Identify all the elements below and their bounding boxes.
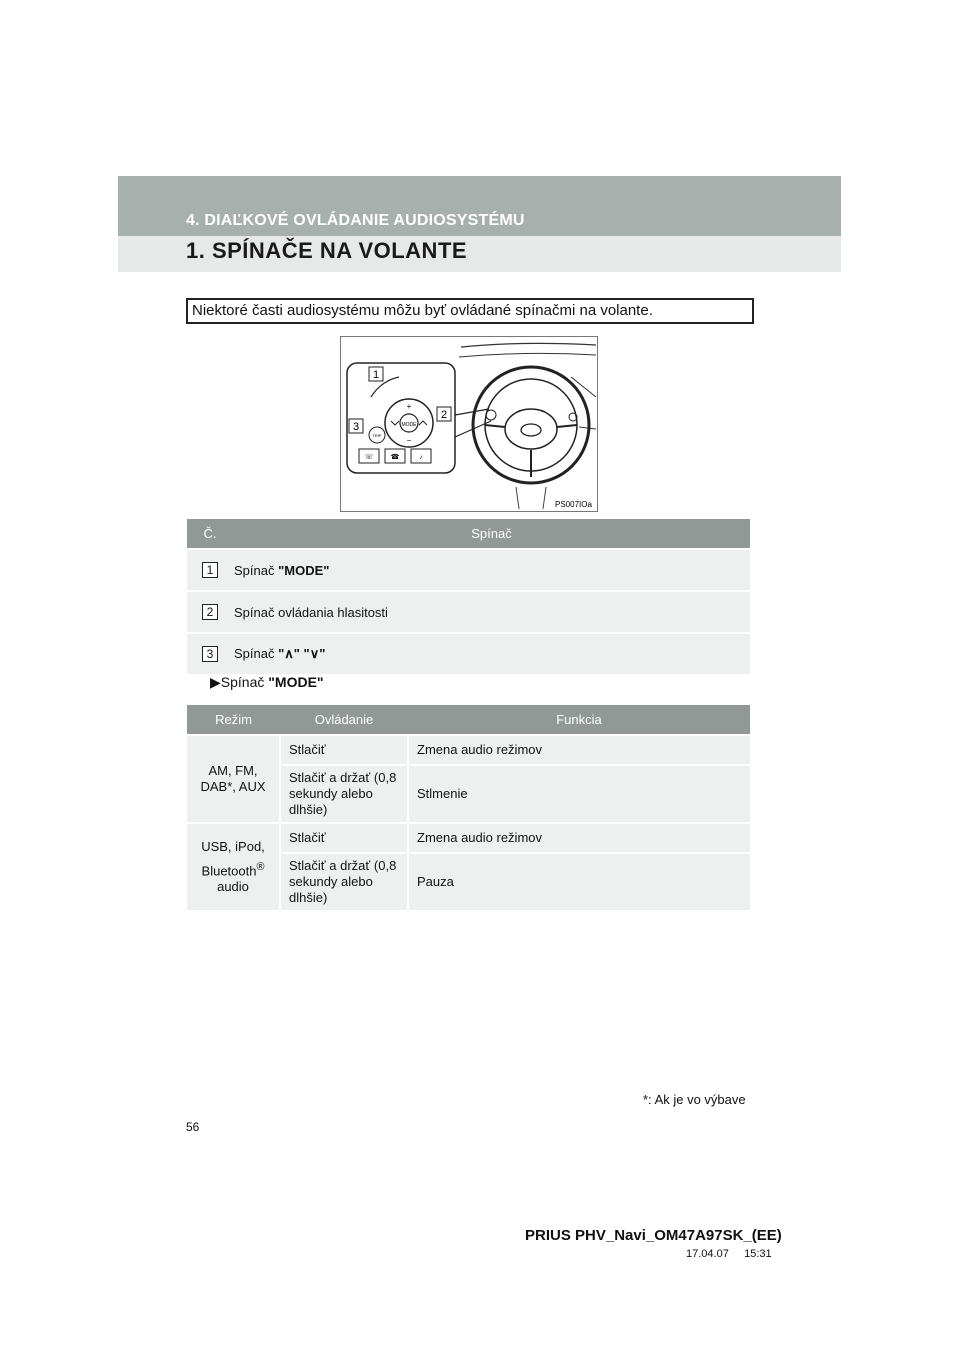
mode-cell: AM, FM, DAB*, AUX bbox=[187, 735, 280, 823]
operation-cell: Stlačiť bbox=[280, 735, 408, 765]
triangle-bullet-icon: ▶ bbox=[210, 674, 221, 690]
page-title: 1. SPÍNAČE NA VOLANTE bbox=[186, 238, 468, 263]
intro-box: Niektoré časti audiosystému môžu byť ovládané spínačmi na volante. bbox=[186, 298, 754, 324]
mode-cell bbox=[187, 823, 280, 910]
svg-text:♪: ♪ bbox=[419, 454, 423, 461]
row-text: Spínač bbox=[234, 646, 279, 661]
document-id: PRIUS PHV_Navi_OM47A97SK_(EE) bbox=[525, 1227, 782, 1244]
timestamp: 17.04.07 15:31 bbox=[686, 1248, 772, 1260]
mode-text: USB, iPod, bbox=[201, 838, 265, 854]
header-switch: Spínač bbox=[233, 519, 750, 549]
svg-text:☎: ☎ bbox=[390, 454, 400, 461]
table-row bbox=[187, 633, 750, 674]
row-bold-text: "∧" "∨" bbox=[278, 646, 326, 661]
section-title: 4. DIAĽKOVÉ OVLÁDANIE AUDIOSYSTÉMU bbox=[186, 212, 525, 229]
row-text: Spínač bbox=[234, 562, 279, 578]
table-row bbox=[187, 549, 750, 591]
table-row bbox=[187, 735, 750, 765]
operation-cell: Stlačiť a držať (0,8 sekundy alebo dlhšie) bbox=[280, 765, 408, 823]
operation-cell: Stlačiť bbox=[280, 823, 408, 853]
steering-wheel-illustration bbox=[340, 336, 598, 512]
header-operation: Ovládanie bbox=[280, 705, 408, 735]
subheading-text: Spínač bbox=[220, 674, 269, 690]
subheading-bold: "MODE" bbox=[268, 674, 324, 690]
subheading bbox=[210, 674, 324, 691]
function-cell: Zmena audio režimov bbox=[408, 735, 750, 765]
svg-text:−: − bbox=[406, 436, 412, 445]
row-number-badge: 1 bbox=[202, 562, 218, 578]
row-number-badge: 3 bbox=[202, 646, 218, 662]
switch-table bbox=[187, 519, 750, 674]
svg-text:☏: ☏ bbox=[364, 454, 374, 461]
function-cell: Zmena audio režimov bbox=[408, 823, 750, 853]
registered-mark: ® bbox=[256, 860, 265, 873]
header-mode: Režim bbox=[187, 705, 280, 735]
function-cell: Pauza bbox=[408, 853, 750, 910]
mode-text: Bluetooth bbox=[201, 863, 257, 879]
mode-table bbox=[187, 705, 750, 910]
page-number: 56 bbox=[186, 1120, 200, 1134]
trip-button-label: TRIP bbox=[372, 433, 382, 438]
table-row bbox=[187, 823, 750, 853]
svg-text:+: + bbox=[406, 402, 412, 411]
callout-2: 2 bbox=[440, 409, 448, 421]
mode-text: audio bbox=[217, 879, 249, 895]
header-number: Č. bbox=[187, 519, 233, 549]
callout-3: 3 bbox=[352, 421, 360, 433]
row-text: Spínač ovládania hlasitosti bbox=[234, 604, 388, 620]
function-cell: Stlmenie bbox=[408, 765, 750, 823]
steering-wheel-drawing bbox=[341, 337, 597, 511]
operation-cell: Stlačiť a držať (0,8 sekundy alebo dlhšie) bbox=[280, 853, 408, 910]
table-row bbox=[187, 591, 750, 633]
mode-table-header bbox=[187, 705, 750, 735]
header-function: Funkcia bbox=[408, 705, 750, 735]
callout-1: 1 bbox=[372, 369, 380, 381]
figure-code: PS007IOa bbox=[555, 500, 592, 509]
footnote: *: Ak je vo výbave bbox=[643, 1092, 746, 1107]
mode-button-label: MODE bbox=[401, 422, 417, 428]
row-number-badge: 2 bbox=[202, 604, 218, 620]
row-bold-text: "MODE" bbox=[278, 562, 330, 578]
switch-table-header bbox=[187, 519, 750, 549]
